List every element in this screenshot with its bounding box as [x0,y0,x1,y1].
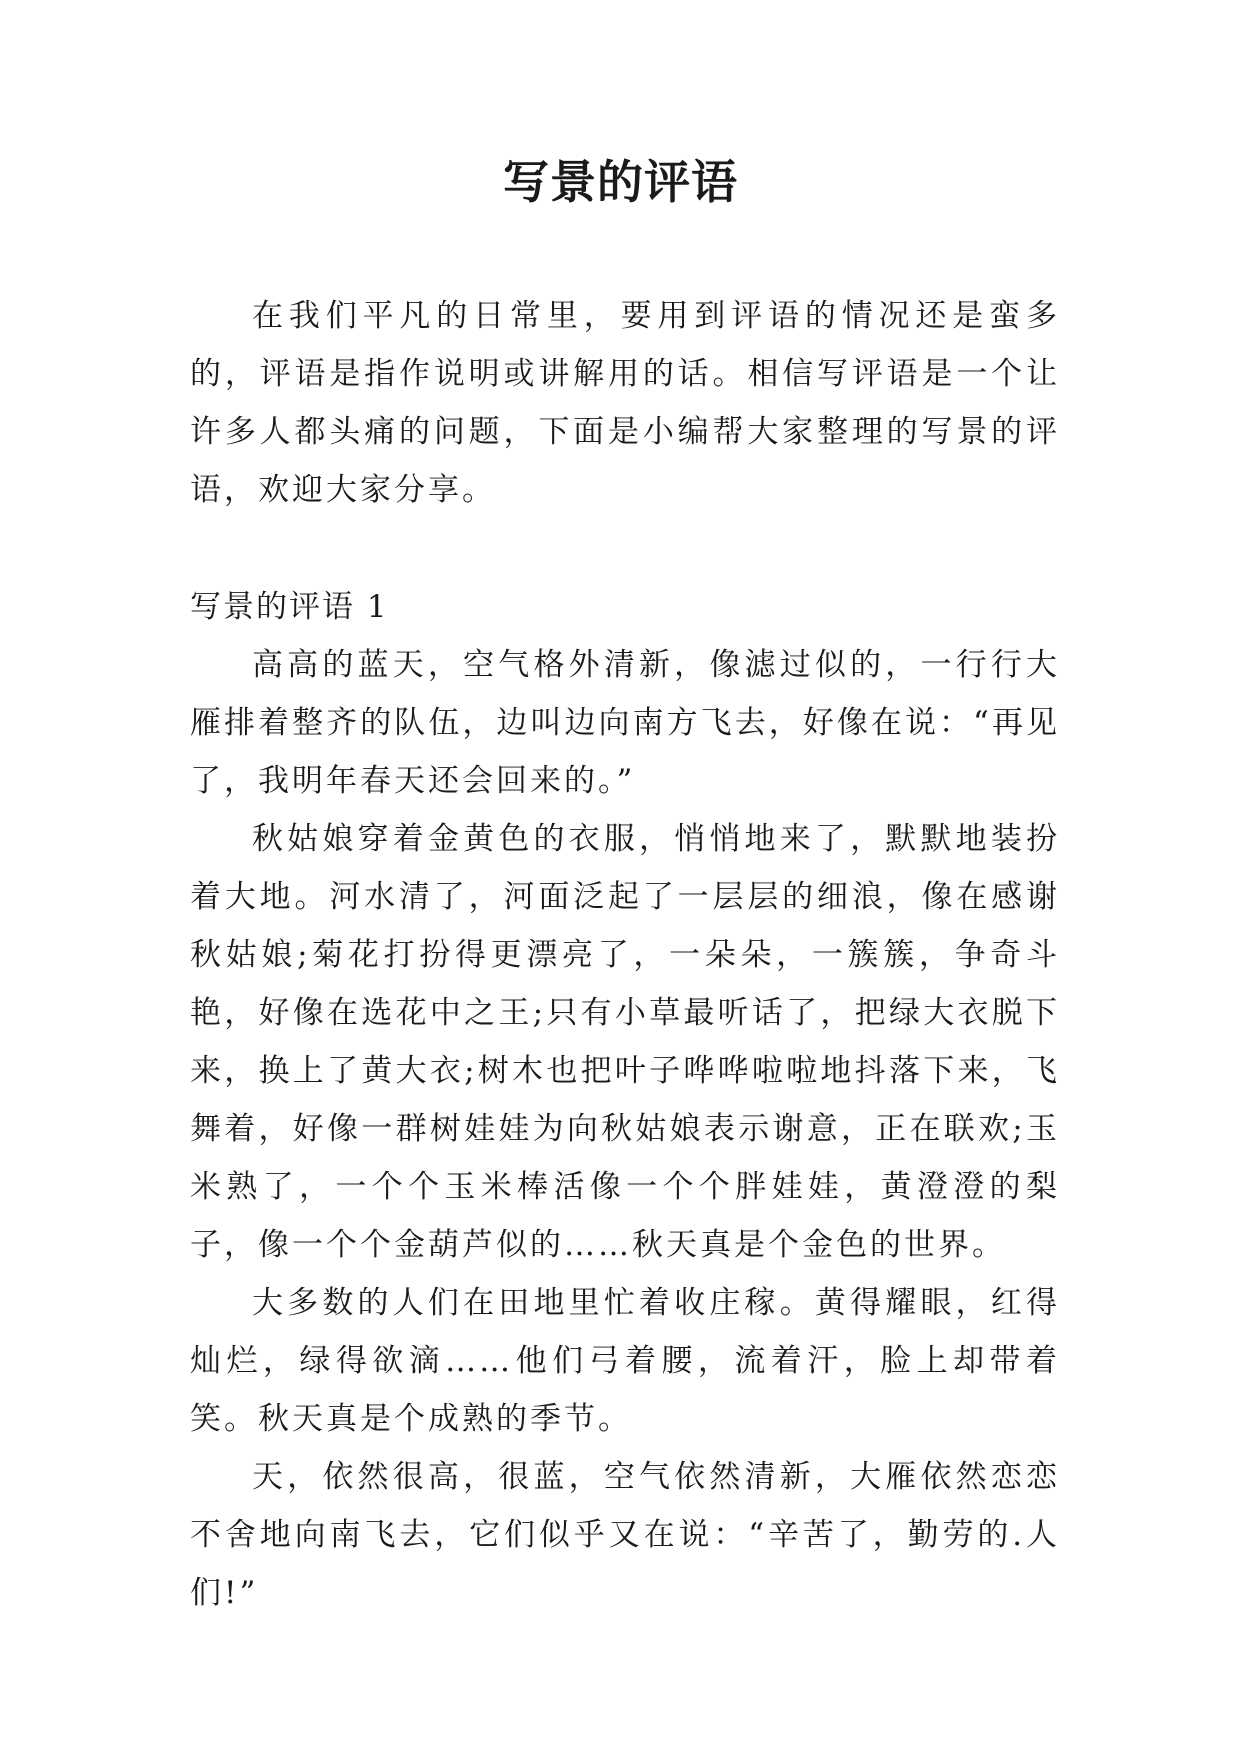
section-paragraph-3: 大多数的人们在田地里忙着收庄稼。黄得耀眼，红得灿烂，绿得欲滴……他们弓着腰，流着汗，脸上却带着笑。秋天真是个成熟的季节。 [190,1285,1060,1437]
section-paragraph-1: 高高的蓝天，空气格外清新，像滤过似的，一行行大雁排着整齐的队伍，边叫边向南方飞去，好像在说：“再见了，我明年春天还会回来的。” [190,647,1060,799]
section-heading: 写景的评语 1 [190,589,389,625]
intro-paragraph: 在我们平凡的日常里，要用到评语的情况还是蛮多的，评语是指作说明或讲解用的话。相信写评语是一个让许多人都头痛的问题，下面是小编帮大家整理的写景的评语，欢迎大家分享。 [190,298,1060,508]
section-paragraph-4: 天，依然很高，很蓝，空气依然清新，大雁依然恋恋不舍地向南飞去，它们似乎又在说：“辛苦了，勤劳的.人们!” [190,1459,1060,1611]
document-title: 写景的评语 [503,155,738,209]
section-paragraph-2: 秋姑娘穿着金黄色的衣服，悄悄地来了，默默地装扮着大地。河水清了，河面泛起了一层层的细浪，像在感谢秋姑娘;菊花打扮得更漂亮了，一朵朵，一簇簇，争奇斗艳，好像在选花中之王;只有小草最听话了，把绿大衣脱下来，换上了黄大衣;树木也把叶子哗哗啦啦地抖落下来，飞舞着，好像一群树娃娃为向秋姑娘表示谢意，正在联欢;玉米熟了，一个个玉米棒活像一个个胖娃娃，黄澄澄的梨子，像一个个金葫芦似的……秋天真是个金色的世界。 [190,821,1060,1263]
section-1 [190,578,1060,1622]
intro-block [190,287,1060,519]
